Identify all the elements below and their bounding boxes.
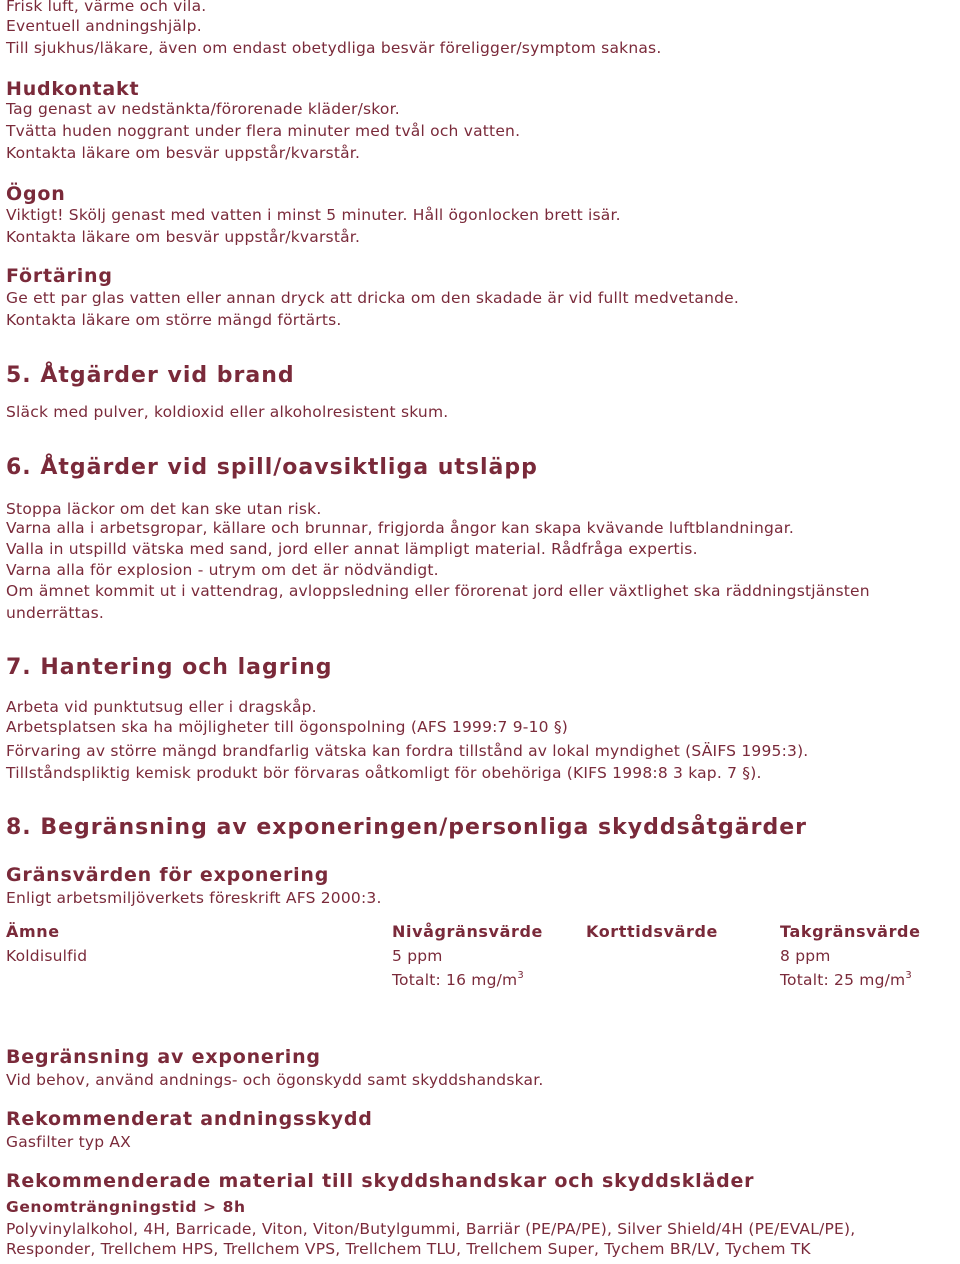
- text-line: Polyvinylalkohol, 4H, Barricade, Viton, Viton/Butylgummi, Barriär (PE/PA/PE), Silver Shield/4H (PE/EVAL/PE),: [6, 1220, 856, 1238]
- text-line: Eventuell andningshjälp.: [6, 17, 202, 35]
- text-line: Tvätta huden noggrant under flera minuter med tvål och vatten.: [6, 122, 521, 140]
- skin-heading: Hudkontakt: [6, 78, 140, 100]
- text-line: Om ämnet kommit ut i vattendrag, avloppsledning eller förorenat jord eller växtlighet ska räddningstjänsten: [6, 582, 870, 600]
- limits-note: Enligt arbetsmiljöverkets föreskrift AFS 2000:3.: [6, 889, 382, 907]
- exposure-heading: Begränsning av exponering: [6, 1046, 321, 1068]
- column-header-level: Nivågränsvärde: [392, 922, 543, 941]
- table-cell-level: 5 ppm: [392, 947, 443, 965]
- text-line: Stoppa läckor om det kan ske utan risk.: [6, 500, 322, 518]
- text-line: Tillståndspliktig kemisk produkt bör förvaras oåtkomligt för obehöriga (KIFS 1998:8 3 kap. 7 §).: [6, 764, 762, 782]
- column-header-substance: Ämne: [6, 922, 60, 941]
- text-line: Frisk luft, värme och vila.: [6, 0, 207, 15]
- respiratory-heading: Rekommenderat andningsskydd: [6, 1108, 373, 1130]
- text-line: Till sjukhus/läkare, även om endast obetydliga besvär föreligger/symptom saknas.: [6, 39, 662, 57]
- eyes-heading: Ögon: [6, 183, 66, 205]
- text-line: Viktigt! Skölj genast med vatten i minst 5 minuter. Håll ögonlocken brett isär.: [6, 206, 621, 224]
- table-cell-substance: Koldisulfid: [6, 947, 88, 965]
- section-8-heading: 8. Begränsning av exponeringen/personliga skyddsåtgärder: [6, 815, 808, 840]
- text-line: Tag genast av nedstänkta/förorenade kläder/skor.: [6, 100, 400, 118]
- column-header-short-term: Korttidsvärde: [586, 922, 718, 941]
- table-cell-ceiling: 8 ppm: [780, 947, 831, 965]
- unit-exponent: 3: [905, 970, 912, 981]
- text-line: Gasfilter typ AX: [6, 1133, 132, 1151]
- text-line: Responder, Trellchem HPS, Trellchem VPS, Trellchem TLU, Trellchem Super, Tychem BR/LV, Tychem TK: [6, 1240, 811, 1258]
- text-line: Varna alla i arbetsgropar, källare och brunnar, frigjorda ångor kan skapa kvävande luftblandningar.: [6, 519, 794, 537]
- text-line: underrättas.: [6, 604, 105, 622]
- materials-heading: Rekommenderade material till skyddshandskar och skyddskläder: [6, 1170, 755, 1192]
- text-line: Varna alla för explosion - utrym om det är nödvändigt.: [6, 561, 439, 579]
- table-cell-level-total: Totalt: 16 $mg/m^3$: [392, 970, 524, 989]
- section-7-heading: 7. Hantering och lagring: [6, 655, 333, 680]
- ingestion-heading: Förtäring: [6, 265, 113, 287]
- section-6-heading: 6. Åtgärder vid spill/oavsiktliga utsläpp: [6, 455, 538, 480]
- text-line: Arbetsplatsen ska ha möjligheter till ögonspolning (AFS 1999:7 9-10 §): [6, 718, 569, 736]
- text-line: Släck med pulver, koldioxid eller alkoholresistent skum.: [6, 403, 449, 421]
- text-line: Vid behov, använd andnings- och ögonskydd samt skyddshandskar.: [6, 1071, 544, 1089]
- table-cell-ceiling-total: Totalt: 25 $mg/m^3$: [780, 970, 912, 989]
- limits-heading: Gränsvärden för exponering: [6, 864, 330, 886]
- column-header-ceiling: Takgränsvärde: [780, 922, 921, 941]
- breakthrough-label: Genomträngningstid > 8h: [6, 1198, 246, 1216]
- text-line: Kontakta läkare om besvär uppstår/kvarstår.: [6, 228, 361, 246]
- text-line: Ge ett par glas vatten eller annan dryck att dricka om den skadade är vid fullt medvetande.: [6, 289, 740, 307]
- unit-exponent: 3: [517, 970, 524, 981]
- text-line: Förvaring av större mängd brandfarlig vätska kan fordra tillstånd av lokal myndighet (SÄIFS 1995:3).: [6, 742, 809, 760]
- text-line: Valla in utspilld vätska med sand, jord eller annat lämpligt material. Rådfråga expertis.: [6, 540, 698, 558]
- text-line: Arbeta vid punktutsug eller i dragskåp.: [6, 698, 317, 716]
- text-line: Kontakta läkare om större mängd förtärts.: [6, 311, 342, 329]
- section-5-heading: 5. Åtgärder vid brand: [6, 363, 295, 388]
- text-line: Kontakta läkare om besvär uppstår/kvarstår.: [6, 144, 361, 162]
